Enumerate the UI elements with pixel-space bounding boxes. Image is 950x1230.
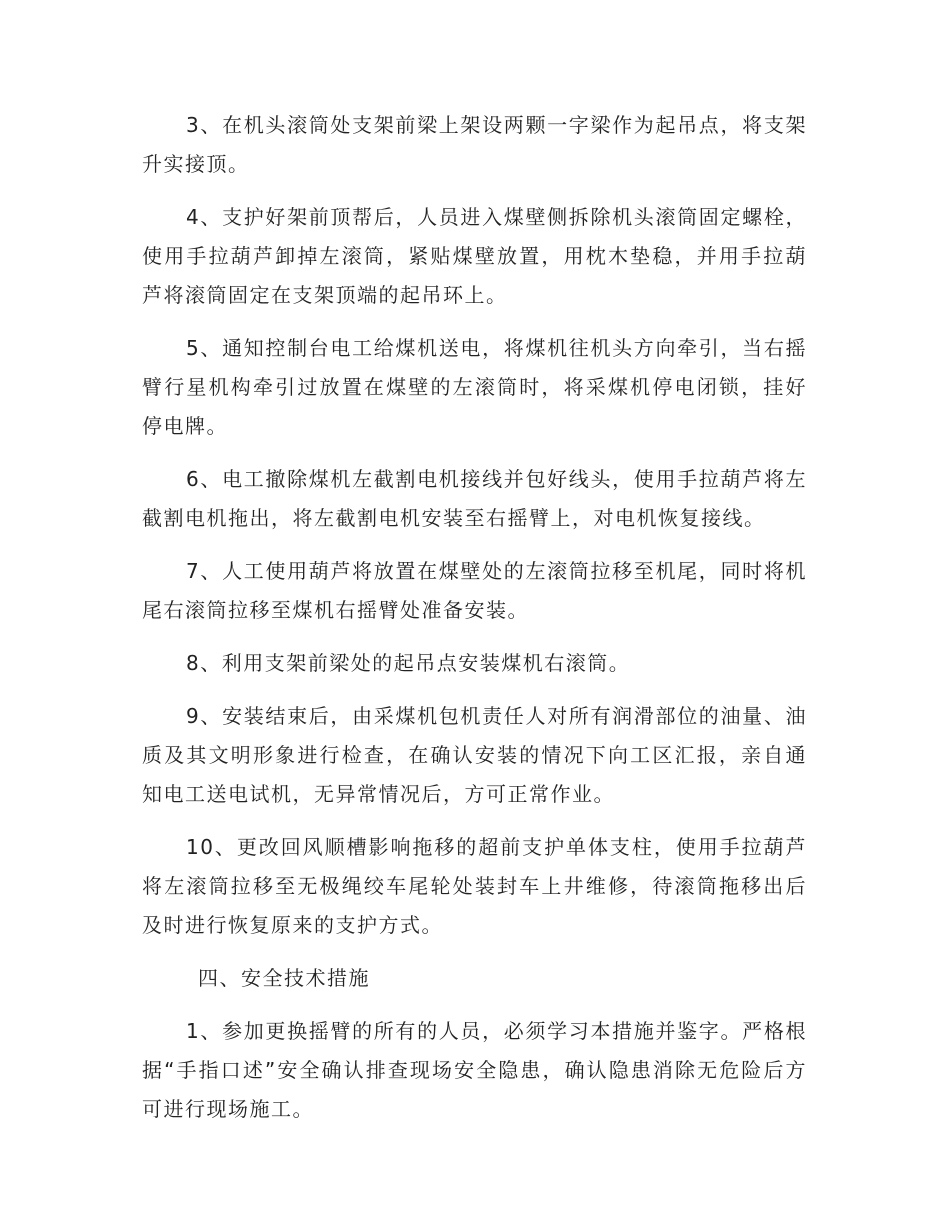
paragraph-safety-1: 1、参加更换摇臂的所有的人员，必须学习本措施并鉴字。严格根据“手指口述”安全确认排查现场安全隐患，确认隐患消除无危险后方可进行现场施工。 bbox=[142, 1019, 807, 1121]
section-heading: 四、安全技术措施 bbox=[198, 966, 370, 990]
paragraph-step-10: 10、更改回风顺槽影响拖移的超前支护单体支柱，使用手拉葫芦将左滚筒拉移至无极绳绞车尾轮处装封车上井维修，待滚筒拖移出后及时进行恢复原来的支护方式。 bbox=[142, 835, 807, 937]
paragraph-step-4: 4、支护好架前顶帮后，人员进入煤壁侧拆除机头滚筒固定螺栓，使用手拉葫芦卸掉左滚筒，紧贴煤壁放置，用枕木垫稳，并用手拉葫芦将滚筒固定在支架顶端的起吊环上。 bbox=[142, 205, 807, 307]
paragraph-step-9: 9、安装结束后，由采煤机包机责任人对所有润滑部位的油量、油质及其文明形象进行检查，在确认安装的情况下向工区汇报，亲自通知电工送电试机，无异常情况后，方可正常作业。 bbox=[142, 704, 807, 806]
paragraph-step-6: 6、电工撤除煤机左截割电机接线并包好线头，使用手拉葫芦将左截割电机拖出，将左截割电机安装至右摇臂上，对电机恢复接线。 bbox=[142, 467, 807, 530]
document-body bbox=[142, 106, 807, 1143]
paragraph-step-7: 7、人工使用葫芦将放置在煤壁处的左滚筒拉移至机尾，同时将机尾右滚筒拉移至煤机右摇臂处准备安装。 bbox=[142, 559, 807, 622]
paragraph-step-8: 8、利用支架前梁处的起吊点安装煤机右滚筒。 bbox=[186, 651, 631, 675]
paragraph-step-5: 5、通知控制台电工给煤机送电，将煤机往机头方向牵引，当右摇臂行星机构牵引过放置在煤壁的左滚筒时，将采煤机停电闭锁，挂好停电牌。 bbox=[142, 336, 807, 438]
paragraph-step-3: 3、在机头滚筒处支架前梁上架设两颗一字梁作为起吊点，将支架升实接顶。 bbox=[142, 113, 807, 176]
